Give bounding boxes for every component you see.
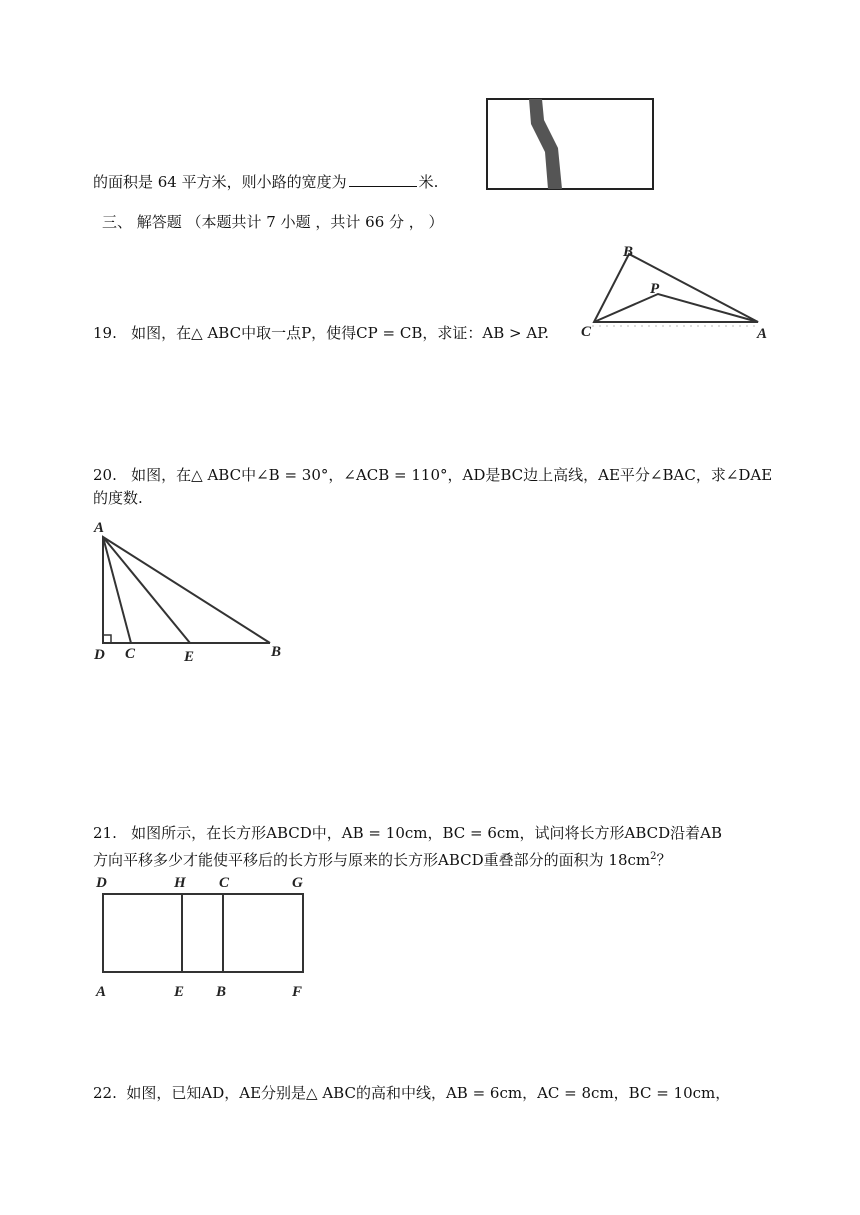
triangle-outline: [103, 537, 270, 643]
field-rectangle: [487, 99, 653, 189]
q21-text-line2-end: ？: [656, 851, 672, 869]
label-f: F: [292, 984, 303, 1000]
label-a: A: [96, 984, 107, 1000]
q21-text-line2: 方向平移多少才能使平移后的长方形与原来的长方形ABCD重叠部分的面积为 18cm: [93, 851, 651, 869]
label-b: B: [623, 244, 634, 260]
label-b: B: [271, 644, 282, 660]
label-c: C: [581, 324, 592, 340]
label-p: P: [650, 281, 660, 297]
q22-text: 如图，已知AD，AE分别是△ ABC的高和中线，AB = 6cm，AC = 8cm，BC = 10cm，: [126, 1084, 731, 1102]
label-a: A: [94, 520, 105, 536]
section-title: 三、 解答题 （本题共计 7 小题 ，共计 66 分 ， ）: [102, 213, 444, 231]
rectangles-outline: [103, 894, 303, 972]
label-g: G: [292, 875, 303, 891]
label-d: D: [94, 647, 105, 663]
question-number: 19.: [93, 324, 117, 342]
q20-line1: [93, 464, 772, 486]
right-angle-marker: [103, 635, 111, 643]
q20-line2: 的度数.: [93, 489, 143, 507]
q18-line: [93, 171, 438, 193]
label-e: E: [174, 984, 185, 1000]
label-e: E: [184, 649, 195, 665]
superscript-2: 2: [650, 851, 657, 862]
q22-line: [93, 1082, 730, 1104]
label-c: C: [219, 875, 230, 891]
q21-rectangle-figure: [90, 870, 320, 1000]
question-number: 21.: [93, 824, 117, 842]
q20-triangle-figure: [90, 515, 290, 665]
question-number: 22.: [93, 1084, 117, 1102]
q19-triangle-figure: [578, 242, 774, 342]
question-number: 20.: [93, 466, 117, 484]
q19-line: [93, 322, 549, 344]
q20-text-line1: 如图，在△ ABC中∠B = 30°，∠ACB = 110°，AD是BC边上高线，AE平分∠BAC，求∠DAE: [131, 466, 773, 484]
label-a: A: [757, 326, 768, 342]
road-figure: [486, 98, 654, 190]
q21-text-line1: 如图所示，在长方形ABCD中，AB = 10cm，BC = 6cm，试问将长方形ABCD沿着AB: [131, 824, 723, 842]
answer-blank: [349, 172, 417, 187]
label-c: C: [125, 646, 136, 662]
q18-text-before: 的面积是 64 平方米，则小路的宽度为: [93, 173, 347, 191]
label-d: D: [96, 875, 107, 891]
q21-line2: [93, 846, 672, 871]
label-b: B: [216, 984, 227, 1000]
q21-line1: [93, 822, 722, 844]
q18-text-after: 米.: [418, 173, 439, 191]
label-h: H: [174, 875, 186, 891]
q19-text: 如图，在△ ABC中取一点P，使得CP = CB，求证：AB > AP.: [131, 324, 549, 342]
